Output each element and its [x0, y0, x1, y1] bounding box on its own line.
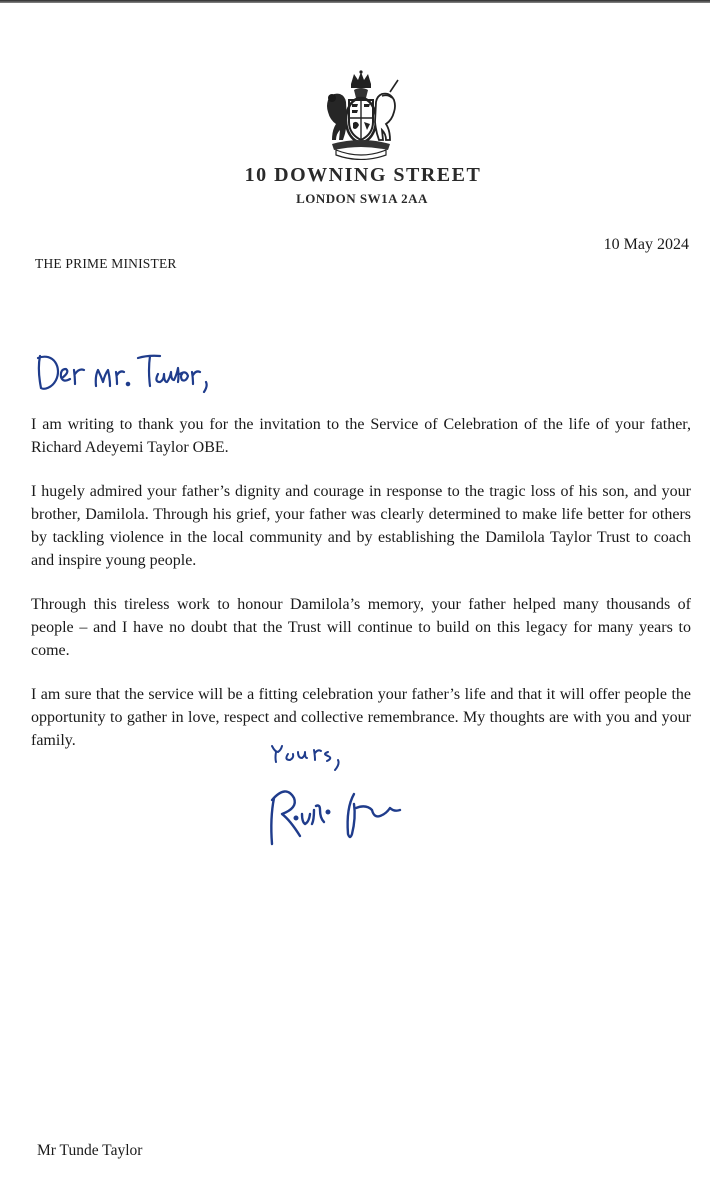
handwritten-salutation [32, 348, 252, 398]
letterhead-address-line1: 10 DOWNING STREET [244, 164, 482, 186]
signature [258, 778, 418, 848]
handwritten-signoff [268, 740, 368, 776]
body-paragraph: Through this tireless work to honour Damilola’s memory, your father helped many thousands of people – and I have no doubt that the Trust will continue to build on this legacy for many years to come. [31, 596, 691, 659]
body-paragraph: I am sure that the service will be a fitting celebration your father’s life and that it will offer people the opportunity to gather in love, respect and collective remembrance. My thoughts are with you and your family. [31, 686, 691, 749]
body-paragraph: I am writing to thank you for the invitation to the Service of Celebration of the life of your father, Richard Adeyemi Taylor OBE. [31, 416, 691, 456]
letter-body [31, 413, 691, 773]
recipient-name: Mr Tunde Taylor [37, 1142, 143, 1159]
body-paragraph: I hugely admired your father’s dignity and courage in response to the tragic loss of his son, and your brother, Damilola. Through his grief, your father was clearly determined to make life better for others by tackling violence in the local community and by establishing the Damilola Taylor Trust to coach and inspire young people. [31, 483, 691, 569]
letter-date: 10 May 2024 [603, 236, 689, 253]
letterhead-address-line2: LONDON SW1A 2AA [296, 191, 428, 206]
photo-edge [0, 0, 710, 3]
sender-title: THE PRIME MINISTER [35, 256, 177, 271]
royal-coat-of-arms-icon [318, 70, 404, 160]
